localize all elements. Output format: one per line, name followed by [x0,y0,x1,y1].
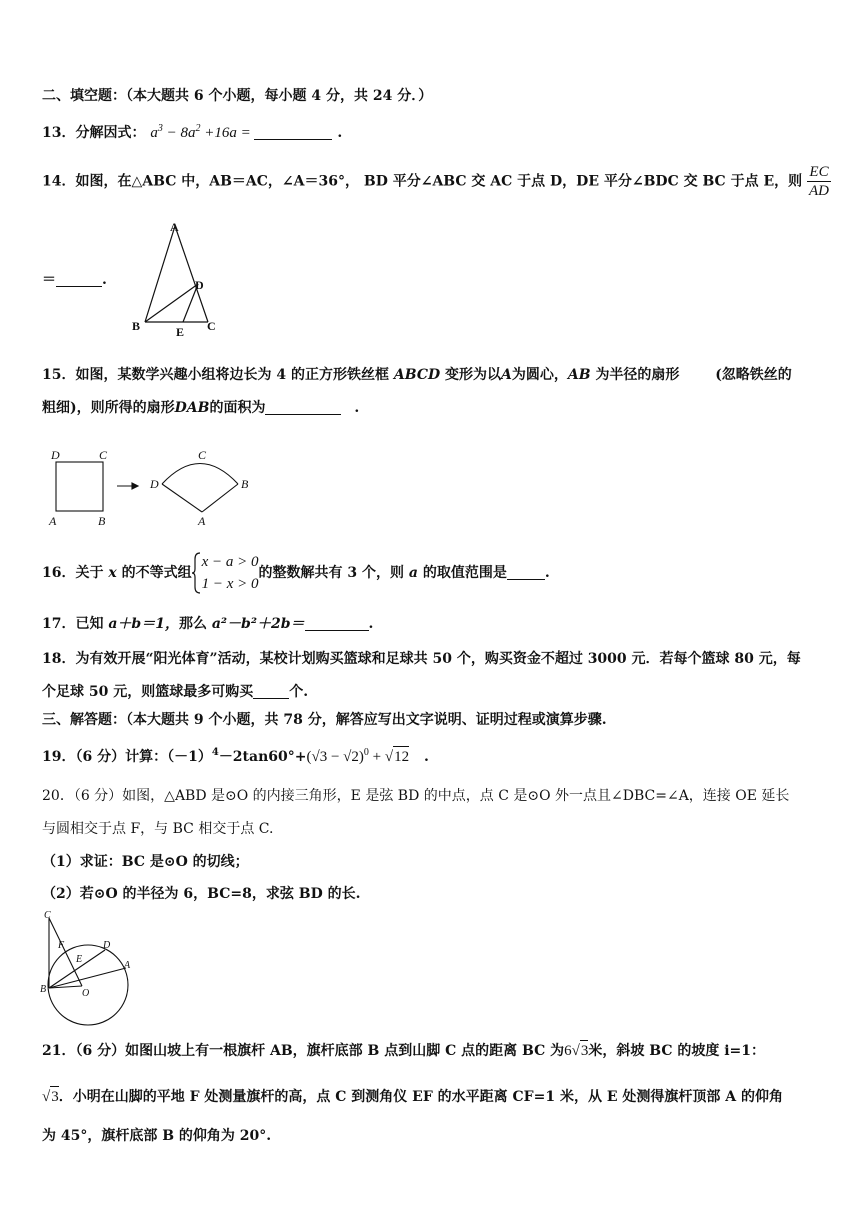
question-19 [42,743,429,767]
q20-label-c: C [44,910,51,921]
q15-text-7: 的面积为 [209,400,266,416]
q16-inequality-1: x − a > 0 [201,554,259,570]
question-16 [42,549,550,597]
q16-text-3: 的整数解共有 3 个，则 [258,565,404,581]
q18-answer-blank [253,684,289,699]
q19-text-2: －2tan60°+ [218,749,307,765]
q21-text-3: ．小明在山脚的平地 F 处测量旗杆的高，点 C 到测角仪 EF 的水平距离 CF=1 米，从 E 处测得旗杆顶部 A 的仰角 [58,1089,783,1105]
q17-end: . [368,616,374,632]
q14-label-d: D [195,278,204,292]
question-15-line-2 [42,398,359,418]
q15-dab: DAB [174,400,210,416]
question-13 [42,119,342,143]
q14-equals: ＝ [42,272,56,288]
q14-label-e: E [176,325,185,339]
q14-frac-num: EC [807,163,831,182]
q13-prefix: 13．分解因式： [42,125,146,141]
q14-fraction [807,163,831,200]
question-20-part-2: （2）若⊙O 的半径为 6，BC=8，求弦 BD 的长. [42,886,361,902]
q18-text-1: 个足球 50 元，则篮球最多可购买 [42,684,254,700]
q21-text-1: 21．（6 分）如图山坡上有一根旗杆 AB，旗杆底部 B 点到山脚 C 点的距离 BC 为 [42,1043,565,1059]
q16-x: x [108,565,117,581]
q20-circle-figure [38,910,138,1028]
q15-square-to-sector-figure [42,445,267,527]
q16-answer-blank [507,565,545,580]
question-20-line-2: 与圆相交于点 F，与 BC 相交于点 C. [42,821,274,837]
q17-answer-blank [305,616,369,631]
section-heading-fill-in: 二、填空题：（本大题共 6 个小题，每小题 4 分，共 24 分．） [42,88,433,104]
q15-sq-label-a: A [49,514,57,527]
q14-end: . [102,272,107,288]
q15-end: . [354,400,360,416]
q17-expression: a²－b²＋2b＝ [211,616,305,632]
q14-label-c: C [207,319,216,333]
q15-abcd: ABCD [393,367,441,383]
q15-sector-label-a: A [198,514,206,527]
q15-sq-label-d: D [51,448,60,462]
q16-brace [192,551,202,595]
q20-label-a: A [124,960,131,971]
question-21-line-3: 为 45°，旗杆底部 B 的仰角为 20°. [42,1128,272,1144]
q15-answer-blank [265,400,341,415]
question-18-line-1: 18．为有效开展“阳光体育”活动，某校计划购买篮球和足球共 50 个，购买资金不超过 3000 元．若每个篮球 80 元，每 [42,651,801,667]
q15-sq-label-b: B [98,514,106,527]
q21-sqrt3: √3 [42,1089,59,1105]
q21-bc-value: 6√3 [564,1043,588,1059]
q17-text-1: 17．已知 [42,616,104,632]
q14-label-b: B [132,319,141,333]
q19-expression: $(√3 - √2)^0 + √12$ [306,747,410,765]
question-20-line-1: 20．（6 分）如图，△ABD 是⊙O 的内接三角形，E 是弦 BD 的中点，点 C 是⊙O 外一点且∠DBC=∠A，连接 OE 延长 [42,788,790,804]
q20-label-b: B [40,984,47,995]
question-21-line-2 [42,1086,783,1107]
question-18-line-2 [42,682,308,702]
q20-label-e: E [76,954,83,965]
q15-sector-label-c: C [198,448,207,462]
question-20-part-1: （1）求证：BC 是⊙O 的切线； [42,854,249,870]
q19-text-1: 19．（6 分）计算：（－1） [42,749,212,765]
q19-exponent-4: 4 [211,747,219,758]
q17-text-2: 那么 [178,616,207,632]
q15-text-1: 15．如图，某数学兴趣小组将边长为 4 的正方形铁丝框 [42,367,389,383]
q21-text-2: 米，斜坡 BC 的坡度 i=1： [588,1043,766,1059]
q15-ab: AB [567,367,591,383]
question-15-line-1 [42,365,792,385]
q15-text-6: 粗细)，则所得的扇形 [42,400,175,416]
question-14 [42,163,831,200]
q15-a: A [500,367,512,383]
q15-sq-label-c: C [99,448,108,462]
q15-text-2: 变形为以 [444,367,501,383]
q16-text-2: 的不等式组 [121,565,192,581]
question-21-line-1 [42,1040,765,1061]
q15-text-4: 为半径的扇形 [595,367,680,383]
q16-end: . [544,565,550,581]
q15-text-5: (忽略铁丝的 [715,367,792,383]
q13-expression: $a^3 - 8a^2 +16a$ = [150,123,251,141]
q16-inequality-2: 1 − x > 0 [201,576,259,592]
q13-answer-blank [254,125,332,140]
q20-label-o: O [82,988,90,999]
q19-end: . [423,749,429,765]
q17-condition: a＋b＝1， [108,616,179,632]
q14-triangle-figure [128,218,223,340]
q15-sector-label-d: D [150,477,159,491]
q15-text-3: 为圆心， [511,367,568,383]
q16-a: a [408,565,418,581]
q15-sector-label-b: B [241,477,249,491]
q14-answer [42,270,107,290]
q16-text-1: 16．关于 [42,565,104,581]
q16-system [202,551,259,595]
q16-text-4: 的取值范围是 [422,565,507,581]
q14-text: 14．如图，在△ABC 中，AB＝AC，∠A＝36°， BD 平分∠ABC 交 AC 于点 D，DE 平分∠BDC 交 BC 于点 E，则 [42,173,803,190]
q13-end: . [337,125,343,141]
q18-text-2: 个. [289,684,309,700]
q20-label-d: D [103,940,111,951]
section-heading-solutions: 三、解答题：（本大题共 9 个小题，共 78 分，解答应写出文字说明、证明过程或演算步骤. [42,712,607,728]
q14-label-a: A [170,220,179,234]
question-17 [42,614,373,634]
q14-answer-blank [56,272,102,287]
q14-frac-den: AD [809,183,829,199]
q20-label-f: F [58,940,65,951]
